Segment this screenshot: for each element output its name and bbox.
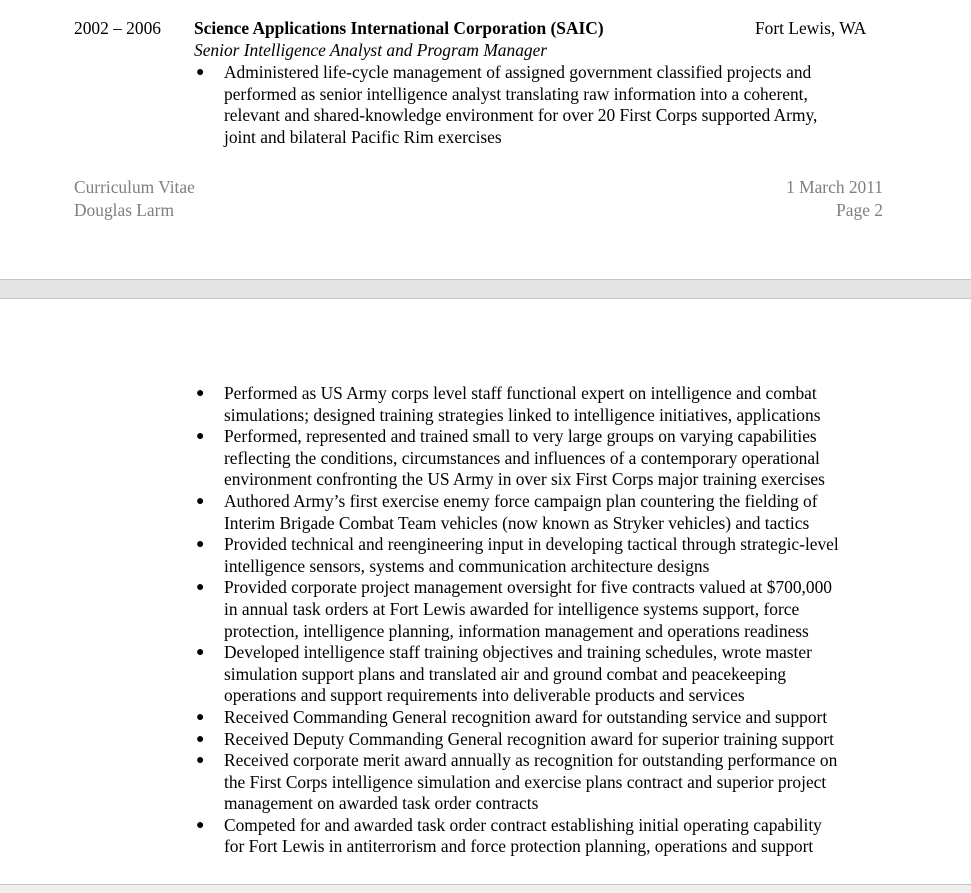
page-separator xyxy=(0,279,971,299)
bullet-icon: ● xyxy=(196,580,205,596)
list-item-line: Received Commanding General recognition award for outstanding service and support xyxy=(224,706,828,727)
bullet-icon: ● xyxy=(196,709,205,725)
list-item-line: relevant and shared-knowledge environment for over 20 First Corps supported Army, xyxy=(224,105,818,126)
list-item xyxy=(194,577,839,642)
list-item-line: Interim Brigade Combat Team vehicles (now known as Stryker vehicles) and tactics xyxy=(224,512,810,533)
page-footer-right xyxy=(786,176,883,222)
list-item-line: Provided corporate project management oversight for five contracts valued at $700,000 xyxy=(224,577,832,598)
bullet-icon: ● xyxy=(196,753,205,769)
bullet-icon: ● xyxy=(196,537,205,553)
bullet-icon: ● xyxy=(196,65,205,80)
list-item-line: Competed for and awarded task order contract establishing initial operating capability xyxy=(224,814,822,835)
bullet-icon: ● xyxy=(196,731,205,747)
footer-page-number: Page 2 xyxy=(836,200,883,220)
list-item-line: Received Deputy Commanding General recognition award for superior training support xyxy=(224,728,834,749)
employer-name: Science Applications International Corporation (SAIC) xyxy=(194,18,604,38)
job-title: Senior Intelligence Analyst and Program Manager xyxy=(194,40,548,60)
footer-author-name: Douglas Larm xyxy=(74,200,174,220)
bullet-icon: ● xyxy=(196,429,205,445)
list-item-line: Administered life-cycle management of assigned government classified projects and xyxy=(224,62,812,82)
list-item-line: management on awarded task order contracts xyxy=(224,793,539,814)
list-item-line: operations and support requirements into deliverable products and services xyxy=(224,685,745,706)
list-item-line: simulations; designed training strategies linked to intelligence initiatives, applications xyxy=(224,404,821,425)
list-item xyxy=(194,815,839,858)
page-separator-bottom xyxy=(0,884,971,893)
list-item xyxy=(194,62,817,148)
list-item xyxy=(194,750,839,815)
list-item-line: intelligence sensors, systems and communication architecture designs xyxy=(224,555,710,576)
list-item-line: Authored Army’s first exercise enemy force campaign plan countering the fielding of xyxy=(224,490,818,511)
list-item-line: simulation support plans and translated air and ground combat and peacekeeping xyxy=(224,663,787,684)
list-item xyxy=(194,534,839,577)
list-item xyxy=(194,383,839,426)
list-item xyxy=(194,491,839,534)
list-item-line: environment confronting the US Army in over six First Corps major training exercises xyxy=(224,469,825,490)
document-page-2 xyxy=(0,299,971,884)
list-item-line: performed as senior intelligence analyst translating raw information into a coherent, xyxy=(224,83,808,104)
responsibility-list xyxy=(194,383,839,858)
employment-dates: 2002 – 2006 xyxy=(74,18,161,38)
list-item xyxy=(194,729,839,751)
list-item xyxy=(194,426,839,491)
list-item-line: Performed as US Army corps level staff functional expert on intelligence and combat xyxy=(224,383,817,403)
document-page-1 xyxy=(0,0,971,279)
list-item xyxy=(194,642,839,707)
list-item-line: Performed, represented and trained small to very large groups on varying capabilities xyxy=(224,426,817,447)
list-item-line: reflecting the conditions, circumstances and influences of a contemporary operational xyxy=(224,447,820,468)
list-item-line: Received corporate merit award annually as recognition for outstanding performance on xyxy=(224,750,838,771)
list-item-line: Provided technical and reengineering input in developing tactical through strategic-level xyxy=(224,534,839,555)
footer-document-title: Curriculum Vitae xyxy=(74,177,195,197)
bullet-icon: ● xyxy=(196,817,205,833)
list-item-line: joint and bilateral Pacific Rim exercises xyxy=(224,126,502,147)
bullet-icon: ● xyxy=(196,493,205,509)
list-item-line: in annual task orders at Fort Lewis awarded for intelligence systems support, force xyxy=(224,598,800,619)
bullet-icon: ● xyxy=(196,386,205,401)
responsibility-list xyxy=(194,62,817,148)
list-item-line: Developed intelligence staff training objectives and training schedules, wrote master xyxy=(224,642,812,663)
bullet-icon: ● xyxy=(196,645,205,661)
list-item-line: protection, intelligence planning, information management and operations readiness xyxy=(224,620,809,641)
list-item-line: for Fort Lewis in antiterrorism and force protection planning, operations and support xyxy=(224,836,814,857)
footer-date: 1 March 2011 xyxy=(786,177,883,197)
page-footer-left xyxy=(74,176,195,222)
list-item xyxy=(194,707,839,729)
employment-location: Fort Lewis, WA xyxy=(755,18,867,38)
list-item-line: the First Corps intelligence simulation and exercise plans contract and superior project xyxy=(224,771,827,792)
